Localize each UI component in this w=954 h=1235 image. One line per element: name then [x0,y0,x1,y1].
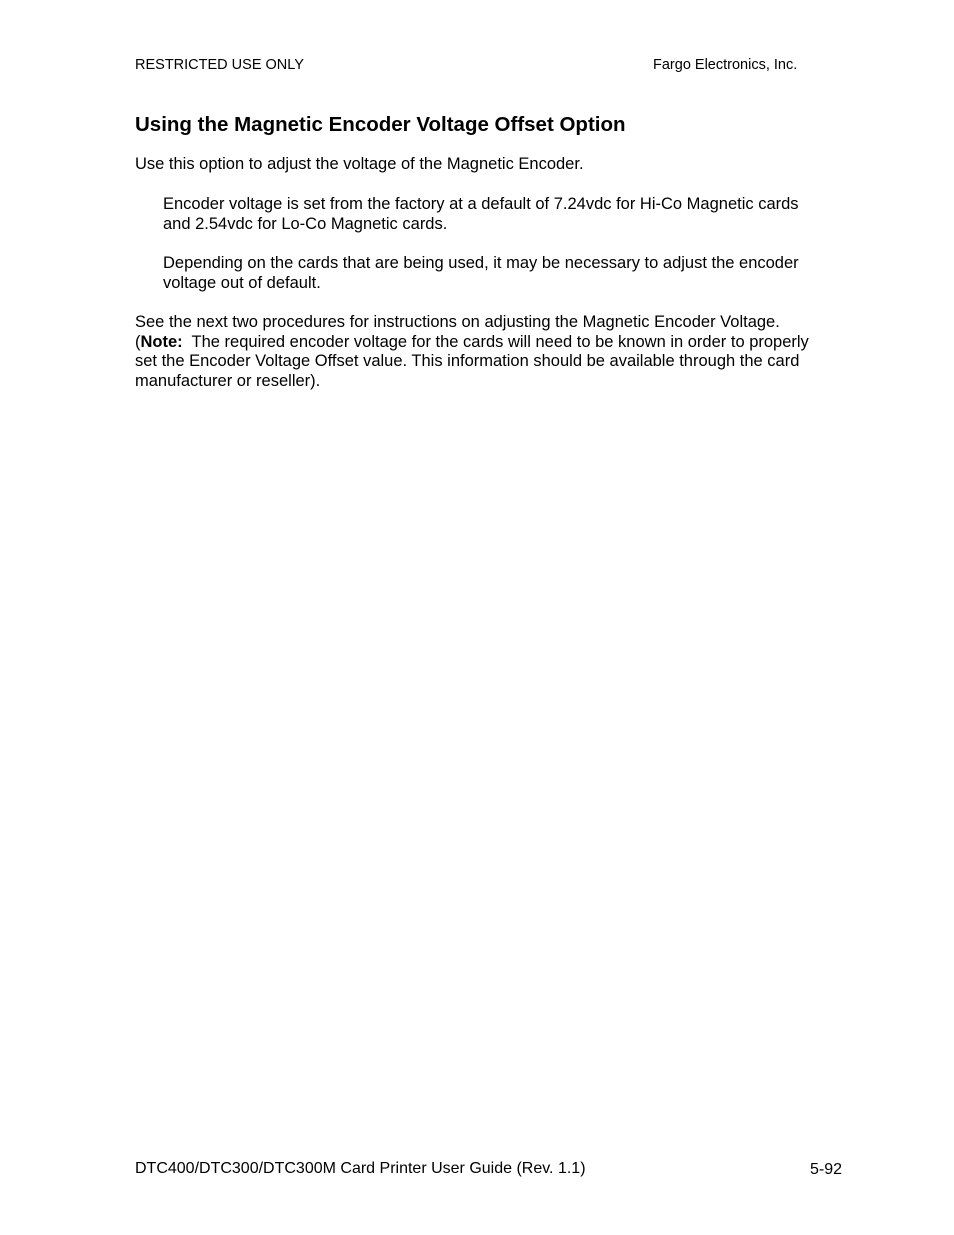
note-label: Note: [140,332,183,351]
header-company-name: Fargo Electronics, Inc. [653,57,798,73]
paragraph-line [135,333,843,353]
paragraph-line: Encoder voltage is set from the factory at a default of 7.24vdc for Hi-Co Magnetic cards [163,195,799,213]
note-text: The required encoder voltage for the cards will need to be known in order to properly [182,332,809,351]
footer-guide-title: DTC400/DTC300/DTC300M Card Printer User Guide (Rev. 1.1) [135,1160,586,1177]
footer-page-number: 5-92 [810,1161,843,1178]
paragraph-line: Depending on the cards that are being used, it may be necessary to adjust the encoder [163,254,799,272]
header-restricted-notice: RESTRICTED USE ONLY [135,57,304,73]
paragraph-line: set the Encoder Voltage Offset value. This information should be available through the card [135,352,800,371]
paragraph-line: See the next two procedures for instructions on adjusting the Magnetic Encoder Voltage. [135,313,780,331]
paragraph-line: voltage out of default. [163,273,321,292]
paragraph-line: manufacturer or reseller). [135,372,321,391]
paragraph-line: and 2.54vdc for Lo-Co Magnetic cards. [163,214,448,233]
adjust-voltage-paragraph [163,254,843,293]
intro-paragraph [135,155,835,175]
note-open-paren: ( [135,332,141,351]
section-title: Using the Magnetic Encoder Voltage Offset Option [135,113,626,136]
intro-line: Use this option to adjust the voltage of the Magnetic Encoder. [135,155,584,173]
procedures-note-paragraph [135,313,843,392]
factory-voltage-paragraph [163,195,843,234]
